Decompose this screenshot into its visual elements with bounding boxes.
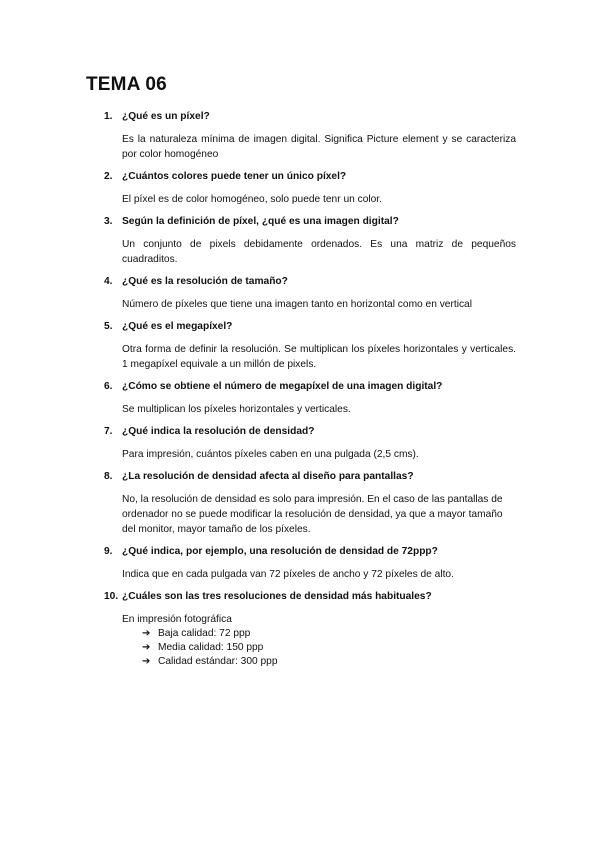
bullet-list xyxy=(122,627,516,669)
bullet-text: Calidad estándar: 300 ppp xyxy=(158,656,278,667)
answer-text: Se multiplican los píxeles horizontales y verticales. xyxy=(122,404,351,415)
question-item xyxy=(86,275,516,312)
question-item xyxy=(86,590,516,669)
question-number: 10. xyxy=(104,591,119,602)
question-text: ¿Qué indica la resolución de densidad? xyxy=(122,426,315,437)
page-title: TEMA 06 xyxy=(86,74,167,95)
question-item xyxy=(86,470,516,537)
arrow-icon: ➔ xyxy=(142,656,151,667)
question-number: 1. xyxy=(104,111,113,122)
question-item xyxy=(86,170,516,207)
answer-text: Número de píxeles que tiene una imagen tanto en horizontal como en vertical xyxy=(122,299,472,310)
question-item xyxy=(86,215,516,267)
question-item xyxy=(86,545,516,582)
question-text: ¿Qué indica, por ejemplo, una resolución de densidad de 72ppp? xyxy=(122,546,438,557)
question-number: 5. xyxy=(104,321,113,332)
answer-text: No, la resolución de densidad es solo para impresión. En el caso de las pantallas de ordenador no se puede modificar la resolución de densidad, ya que a mayor tamaño del monitor, mayor tamaño de los píxeles. xyxy=(122,494,503,535)
question-item xyxy=(86,425,516,462)
question-number: 4. xyxy=(104,276,113,287)
question-number: 2. xyxy=(104,171,113,182)
question-item xyxy=(86,110,516,162)
question-text: ¿Qué es el megapíxel? xyxy=(122,321,233,332)
question-number: 8. xyxy=(104,471,113,482)
question-text: ¿Cuántos colores puede tener un único píxel? xyxy=(122,171,347,182)
bullet-item xyxy=(142,655,516,669)
bullet-text: Baja calidad: 72 ppp xyxy=(158,628,251,639)
bullet-item xyxy=(142,627,516,641)
question-item xyxy=(86,320,516,372)
bullet-item xyxy=(142,641,516,655)
question-text: ¿Qué es un píxel? xyxy=(122,111,210,122)
answer-text: Es la naturaleza mínima de imagen digital. Significa Picture element y se caracteriza por color homogéneo xyxy=(122,134,516,160)
question-text: ¿Cuáles son las tres resoluciones de densidad más habituales? xyxy=(122,591,432,602)
question-number: 3. xyxy=(104,216,113,227)
question-list xyxy=(86,110,516,677)
answer-intro: En impresión fotográfica xyxy=(122,614,232,625)
bullet-text: Media calidad: 150 ppp xyxy=(158,642,264,653)
arrow-icon: ➔ xyxy=(142,642,151,653)
question-number: 7. xyxy=(104,426,113,437)
answer-text: Un conjunto de pixels debidamente ordenados. Es una matriz de pequeños cuadraditos. xyxy=(122,239,516,265)
answer-text: El píxel es de color homogéneo, solo puede tenr un color. xyxy=(122,194,382,205)
answer-text: Indica que en cada pulgada van 72 píxeles de ancho y 72 píxeles de alto. xyxy=(122,569,454,580)
arrow-icon: ➔ xyxy=(142,628,151,639)
question-text: Según la definición de píxel, ¿qué es una imagen digital? xyxy=(122,216,399,227)
question-text: ¿Cómo se obtiene el número de megapíxel de una imagen digital? xyxy=(122,381,443,392)
question-text: ¿La resolución de densidad afecta al diseño para pantallas? xyxy=(122,471,414,482)
answer-text: Para impresión, cuántos píxeles caben en una pulgada (2,5 cms). xyxy=(122,449,419,460)
question-number: 6. xyxy=(104,381,113,392)
answer-block xyxy=(122,612,516,669)
question-text: ¿Qué es la resolución de tamaño? xyxy=(122,276,288,287)
question-item xyxy=(86,380,516,417)
question-number: 9. xyxy=(104,546,113,557)
answer-text: Otra forma de definir la resolución. Se multiplican los píxeles horizontales y verticales. 1 megapíxel equivale a un millón de pixels. xyxy=(122,344,516,370)
